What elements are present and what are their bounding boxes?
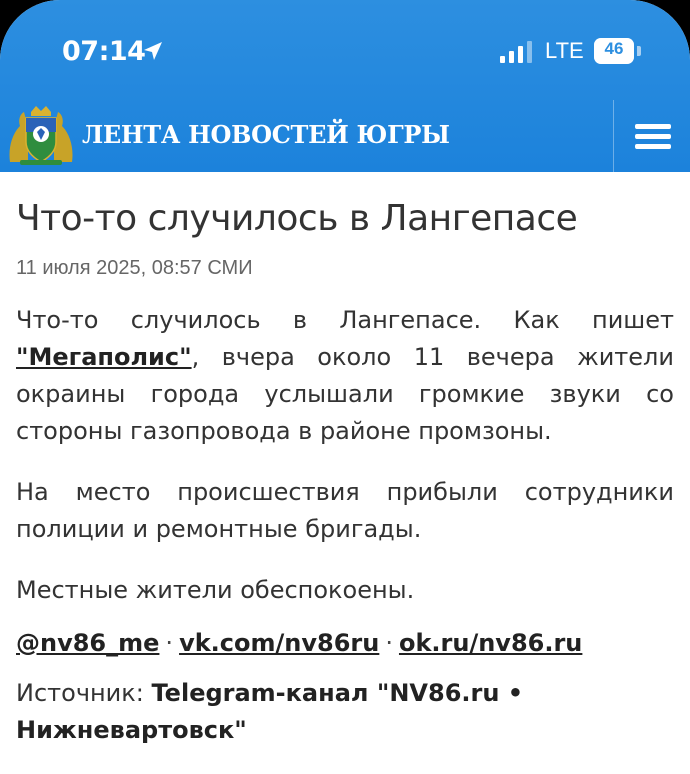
vk-link[interactable]: vk.com/nv86ru [179,629,380,657]
source-value: Telegram-канал "NV86.ru • Нижневартовск" [16,679,524,744]
coat-of-arms-icon[interactable] [6,104,76,168]
article-paragraph-2: На место происшествия прибыли сотрудники полиции и ремонтные бригады. [16,478,674,543]
social-links [16,629,674,657]
source-label: Источник: [16,679,152,707]
top-bar [0,0,690,172]
paragraph-text: Что-то случилось в Лангепасе. Как пишет [16,306,674,334]
megapolis-link[interactable]: "Мегаполис" [16,343,192,371]
signal-icon [500,41,534,63]
article-meta: 11 июля 2025, 08:57 СМИ [16,257,253,279]
app-header [0,100,690,172]
link-separator: · [165,629,174,657]
status-bar [0,32,690,76]
telegram-link[interactable]: @nv86_me [16,629,160,657]
link-separator: · [385,629,393,657]
article [0,198,690,749]
network-type: LTE [545,38,584,63]
article-paragraph-1 [16,302,674,450]
battery-icon [594,38,634,64]
location-arrow-icon [142,40,164,62]
status-time: 07:14 [62,36,146,67]
article-title: Что-то случилось в Лангепасе [16,198,578,239]
battery-level: 46 [604,39,624,58]
article-paragraph-3: Местные жители обеспокоены. [16,576,415,604]
hamburger-line [635,124,671,129]
ok-link[interactable]: ok.ru/nv86.ru [398,629,583,657]
paragraph-text: , вчера около 11 вечера жители окраины города услышали громкие звуки со стороны газопровода в районе промзоны. [16,343,674,445]
menu-button[interactable] [613,100,690,172]
hamburger-line [635,144,671,149]
battery-tip [637,46,641,56]
article-source [16,675,674,749]
hamburger-line [635,134,671,139]
site-brand[interactable]: ЛЕНТА НОВОСТЕЙ ЮГРЫ [82,120,450,149]
